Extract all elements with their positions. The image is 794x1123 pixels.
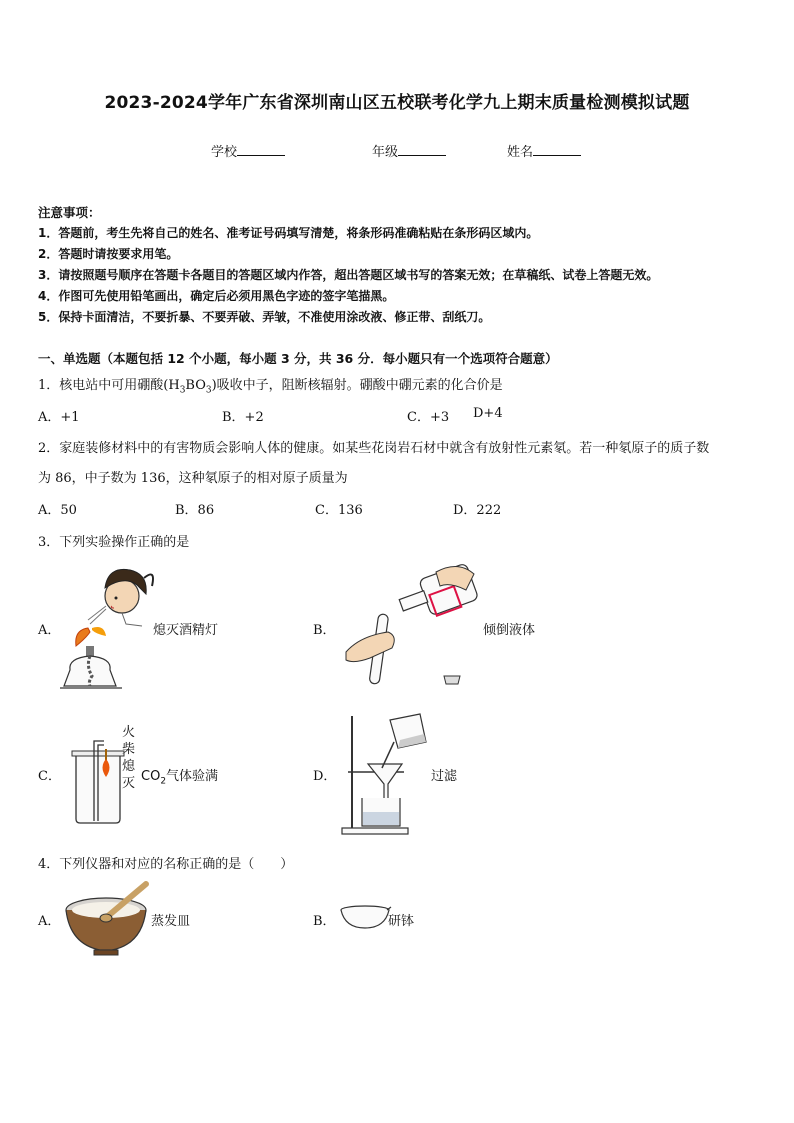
- name-blank[interactable]: [533, 143, 581, 156]
- q1-option-a[interactable]: A．+1: [38, 410, 80, 425]
- alcohol-lamp-blowing-illustration: [60, 558, 160, 698]
- notice-item: 3．请按照题号顺序在答题卡各题目的答题区域内作答，超出答题区域书写的答案无效；在草稿纸、试卷上答题无效。: [38, 268, 659, 282]
- q2-option-b[interactable]: B．86: [175, 503, 215, 518]
- grade-field[interactable]: [372, 141, 446, 160]
- notice-heading: 注意事项：: [38, 205, 101, 220]
- q2-option-c[interactable]: C．136: [315, 503, 363, 518]
- evaporating-dish-illustration: [339, 904, 391, 930]
- grade-blank[interactable]: [398, 143, 446, 156]
- notice-item: 4．作图可先使用铅笔画出，确定后必须用黑色字迹的签字笔描黑。: [38, 289, 395, 303]
- q4-option-b-letter[interactable]: B．: [313, 914, 336, 929]
- notice-item: 1．答题前，考生先将自己的姓名、准考证号码填写清楚，将条形码准确粘贴在条形码区域内。: [38, 226, 539, 240]
- notice-item: 5．保持卡面清洁，不要折暴、不要弄破、弄皱，不准使用涂改液、修正带、刮纸刀。: [38, 310, 491, 324]
- school-blank[interactable]: [237, 143, 285, 156]
- match-extinguished-label: 火 柴 熄 灭: [122, 725, 136, 791]
- q3-option-b-caption: 倾倒液体: [483, 623, 536, 638]
- q3-option-a-caption: 熄灭酒精灯: [153, 623, 219, 638]
- notice-item: 2．答题时请按要求用笔。: [38, 247, 179, 261]
- gas-jar-match-illustration: [68, 735, 128, 825]
- q1-option-d[interactable]: D+4: [473, 406, 503, 421]
- school-field[interactable]: [211, 141, 285, 160]
- q2-option-a[interactable]: A．50: [38, 503, 77, 518]
- page-title: 2023-2024学年广东省深圳南山区五校联考化学九上期末质量检测模拟试题: [104, 93, 690, 113]
- q3-option-a-letter[interactable]: A．: [38, 623, 61, 638]
- mortar-and-pestle-illustration: [62, 880, 154, 956]
- filtration-illustration: [338, 712, 428, 838]
- question-4-stem: 4．下列仪器和对应的名称正确的是（ ）: [38, 857, 294, 872]
- q4-option-a-caption: 蒸发皿: [151, 914, 191, 929]
- question-1-stem: 1．核电站中可用硼酸$(H_3BO_3)$吸收中子，阻断核辐射。硼酸中硼元素的化合价是: [38, 378, 503, 396]
- name-field[interactable]: [507, 141, 581, 160]
- grade-label: 年级: [372, 145, 399, 160]
- q1-option-b[interactable]: B．+2: [222, 410, 264, 425]
- q3-option-c-letter[interactable]: C．: [38, 769, 61, 784]
- q3-option-c-caption: $CO_2$气体验满: [141, 769, 219, 787]
- question-2-stem-line1: 2．家庭装修材料中的有害物质会影响人体的健康。如某些花岗岩石材中就含有放射性元素氡。若一种氡原子的质子数: [38, 441, 710, 456]
- q3-option-d-letter[interactable]: D．: [313, 769, 337, 784]
- q4-option-a-letter[interactable]: A．: [38, 914, 61, 929]
- question-3-stem: 3．下列实验操作正确的是: [38, 535, 190, 550]
- school-label: 学校: [211, 145, 238, 160]
- section-heading: 一、单选题（本题包括 12 个小题，每小题 3 分，共 36 分．每小题只有一个选项符合题意）: [38, 351, 558, 366]
- question-2-stem-line2: 为 86，中子数为 136，这种氡原子的相对原子质量为: [38, 471, 348, 486]
- q3-option-b-letter[interactable]: B．: [313, 623, 336, 638]
- pouring-liquid-illustration: [340, 560, 480, 690]
- q4-option-b-caption: 研钵: [388, 914, 415, 929]
- name-label: 姓名: [507, 145, 534, 160]
- q1-option-c[interactable]: C．+3: [407, 410, 450, 425]
- q3-option-d-caption: 过滤: [431, 769, 458, 784]
- q2-option-d[interactable]: D．222: [453, 503, 502, 518]
